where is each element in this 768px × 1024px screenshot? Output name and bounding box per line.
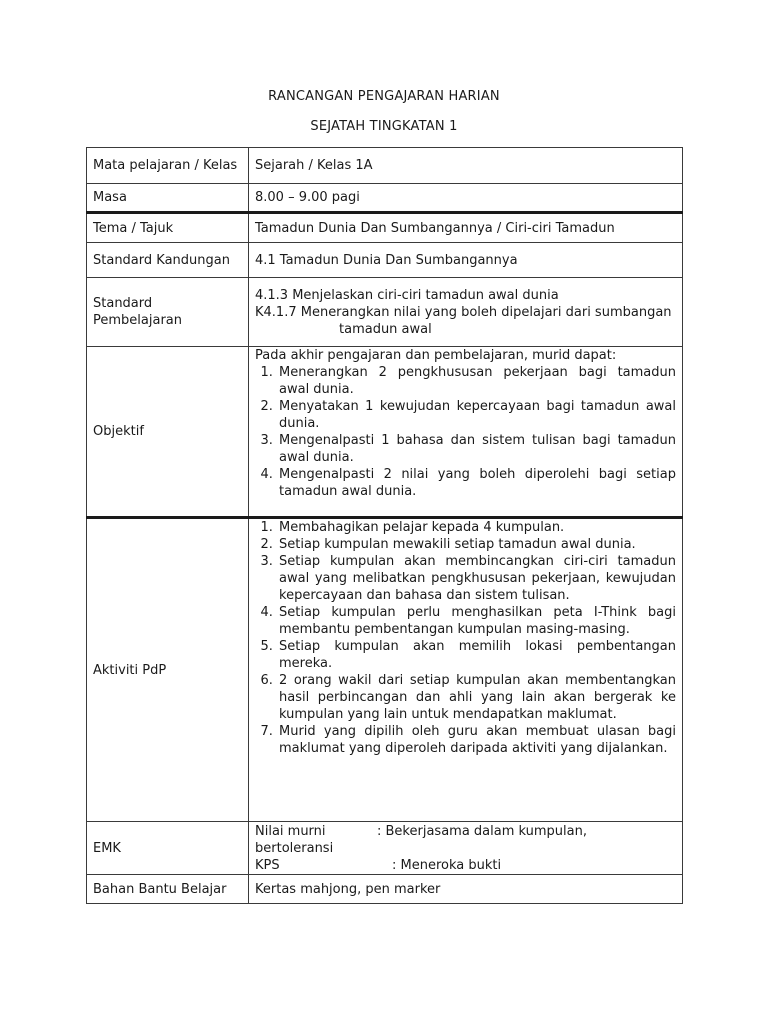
- sp-line-2: K4.1.7 Menerangkan nilai yang boleh dipelajari dari sumbangan: [255, 304, 672, 320]
- row-emk: [87, 822, 683, 875]
- row-objektif: [87, 347, 683, 518]
- list-item: 4. Setiap kumpulan perlu menghasilkan peta I-Think bagi membantu pembentangan kumpulan masing-masing.: [277, 604, 676, 638]
- emk-kps-value: : Meneroka bukti: [392, 857, 502, 873]
- row-aktiviti: [87, 518, 683, 822]
- label-emk: EMK: [87, 822, 249, 875]
- label-tema: Tema / Tajuk: [87, 213, 249, 243]
- list-item: 4. Mengenalpasti 2 nilai yang boleh diperolehi bagi setiap tamadun awal dunia.: [277, 466, 676, 500]
- label-objektif: Objektif: [87, 347, 249, 518]
- list-item: 1. Menerangkan 2 pengkhususan pekerjaan bagi tamadun awal dunia.: [277, 364, 676, 398]
- row-standard-pembelajaran: [87, 278, 683, 347]
- lesson-plan-table: [86, 147, 683, 904]
- sp-line-3: tamadun awal: [339, 321, 432, 337]
- list-item: 2. Setiap kumpulan mewakili setiap tamadun awal dunia.: [277, 536, 676, 553]
- label-aktiviti: Aktiviti PdP: [87, 518, 249, 822]
- emk-kps: [255, 857, 676, 874]
- document-title: RANCANGAN PENGAJARAN HARIAN: [268, 89, 500, 104]
- document-subtitle: SEJATAH TINGKATAN 1: [310, 119, 458, 134]
- value-aktiviti: [249, 518, 683, 822]
- label-standard-pembelajaran: Standard Pembelajaran: [87, 278, 249, 347]
- label-bahan: Bahan Bantu Belajar: [87, 875, 249, 904]
- sp-line-1: 4.1.3 Menjelaskan ciri-ciri tamadun awal dunia: [255, 287, 559, 303]
- list-item: 5. Setiap kumpulan akan memilih lokasi pembentangan mereka.: [277, 638, 676, 672]
- value-mata-pelajaran: Sejarah / Kelas 1A: [249, 148, 683, 184]
- emk-nilai-key: Nilai murni: [255, 823, 326, 839]
- value-masa: 8.00 – 9.00 pagi: [249, 184, 683, 213]
- emk-nilai: [255, 823, 676, 840]
- emk-nilai-value: : Bekerjasama dalam kumpulan,: [377, 823, 587, 839]
- aktiviti-list: [255, 519, 676, 757]
- objektif-intro: Pada akhir pengajaran dan pembelajaran, murid dapat:: [255, 348, 617, 363]
- list-item: 6. 2 orang wakil dari setiap kumpulan akan membentangkan hasil perbincangan dan ahli yang lain akan bergerak ke kumpulan yang lain untuk mendapatkan maklumat.: [277, 672, 676, 723]
- objektif-list: [255, 364, 676, 500]
- value-emk: [249, 822, 683, 875]
- list-item: 1. Membahagikan pelajar kepada 4 kumpulan.: [277, 519, 676, 536]
- value-standard-kandungan: 4.1 Tamadun Dunia Dan Sumbangannya: [249, 243, 683, 278]
- label-mata-pelajaran: Mata pelajaran / Kelas: [87, 148, 249, 184]
- value-tema: Tamadun Dunia Dan Sumbangannya / Ciri-ciri Tamadun: [249, 213, 683, 243]
- row-bahan: [87, 875, 683, 904]
- row-standard-kandungan: [87, 243, 683, 278]
- label-standard-kandungan: Standard Kandungan: [87, 243, 249, 278]
- list-item: 3. Mengenalpasti 1 bahasa dan sistem tulisan bagi tamadun awal dunia.: [277, 432, 676, 466]
- list-item: 2. Menyatakan 1 kewujudan kepercayaan bagi tamadun awal dunia.: [277, 398, 676, 432]
- row-mata-pelajaran: [87, 148, 683, 184]
- value-objektif: [249, 347, 683, 518]
- list-item: 3. Setiap kumpulan akan membincangkan ciri-ciri tamadun awal yang melibatkan pengkhususan pekerjaan, kewujudan kepercayaan dan bahasa dan sistem tulisan.: [277, 553, 676, 604]
- list-item: 7. Murid yang dipilih oleh guru akan membuat ulasan bagi maklumat yang diperoleh daripada aktiviti yang dijalankan.: [277, 723, 676, 757]
- emk-nilai-cont: bertoleransi: [255, 840, 334, 856]
- value-bahan: Kertas mahjong, pen marker: [249, 875, 683, 904]
- value-standard-pembelajaran: [249, 278, 683, 347]
- label-masa: Masa: [87, 184, 249, 213]
- row-masa: [87, 184, 683, 213]
- row-tema: [87, 213, 683, 243]
- emk-kps-key: KPS: [255, 857, 280, 873]
